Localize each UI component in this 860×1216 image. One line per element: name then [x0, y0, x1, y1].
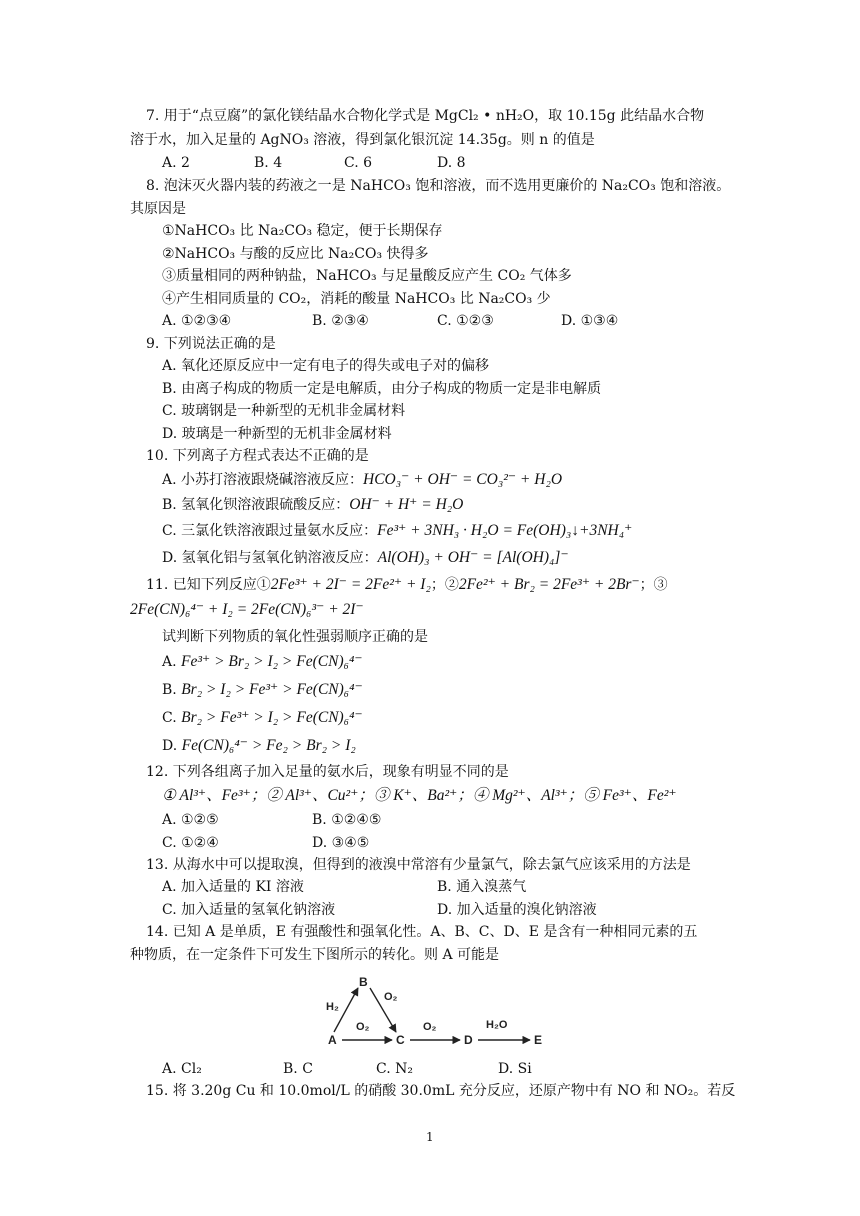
q12-stem: 12. 下列各组离子加入足量的氨水后，现象有明显不同的是 [146, 764, 509, 780]
q10-option-c-text: C. 三氯化铁溶液跟过量氨水反应： [162, 523, 378, 539]
q11-option-b-equation: Br₂ > I₂ > Fe³⁺ > Fe(CN)₆⁴⁻ [181, 681, 363, 698]
q13-option-a: A. 加入适量的 KI 溶液 [162, 879, 304, 895]
q13-option-b: B. 通入溴蒸气 [437, 879, 527, 895]
q11-option-a [162, 652, 363, 672]
q10-option-b-equation: OH⁻ + H⁺ = H₂O [349, 496, 464, 513]
q10-option-b [162, 495, 463, 515]
q10-option-d-equation: Al(OH)₃ + OH⁻ = [Al(OH)₄]⁻ [377, 549, 569, 566]
q7-option-d: D. 8 [437, 155, 466, 171]
q11-option-d-equation: Fe(CN)₆⁴⁻ > Fe₂ > Br₂ > I₂ [181, 737, 356, 754]
q8-line1: 8. 泡沫灭火器内装的药液之一是 NaHCO₃ 饱和溶液，而不选用更廉价的 Na₂CO₃ 饱和溶液。 [146, 178, 731, 194]
label-o2-ac: O₂ [356, 1021, 370, 1033]
q10-option-a-equation: HCO₃⁻ + OH⁻ = CO₃²⁻ + H₂O [363, 471, 563, 488]
q11-line2 [130, 600, 364, 620]
q11-option-c-equation: Br₂ > Fe³⁺ > I₂ > Fe(CN)₆⁴⁻ [181, 709, 363, 726]
q11-line1 [146, 575, 668, 595]
q8-option-d: D. ①③④ [561, 313, 619, 329]
q7-option-c: C. 6 [344, 155, 373, 171]
q11-reaction-1: 2Fe³⁺ + 2I⁻ = 2Fe²⁺ + I₂ [270, 576, 431, 593]
q7-line2: 溶于水，加入足量的 AgNO₃ 溶液，得到氯化银沉淀 14.35g。则 n 的值是 [130, 132, 595, 148]
q8-item-2: ②NaHCO₃ 与酸的反应比 Na₂CO₃ 快得多 [162, 246, 429, 262]
q8-item-3: ③质量相同的两种钠盐，NaHCO₃ 与足量酸反应产生 CO₂ 气体多 [162, 268, 572, 284]
q7-line1: 7. 用于“点豆腐”的氯化镁结晶水合物化学式是 MgCl₂ • nH₂O，取 10.15g 此结晶水合物 [146, 108, 705, 124]
q11-option-d [162, 736, 356, 756]
node-b: B [359, 975, 368, 989]
q8-item-4: ④产生相同质量的 CO₂，消耗的酸量 NaHCO₃ 比 Na₂CO₃ 少 [162, 291, 551, 307]
q11-option-a-label: A. [162, 654, 177, 670]
q11-reaction-3: 2Fe(CN)₆⁴⁻ + I₂ = 2Fe(CN)₆³⁻ + 2I⁻ [130, 601, 364, 618]
q13-option-c: C. 加入适量的氢氧化钠溶液 [162, 902, 336, 918]
q14-line2: 种物质，在一定条件下可发生下图所示的转化。则 A 可能是 [130, 947, 500, 963]
q11-option-c [162, 708, 363, 728]
q11-sep-3: ；③ [639, 577, 668, 593]
q15-line1: 15. 将 3.20g Cu 和 10.0mol/L 的硝酸 30.0mL 充分反应，还原产物中有 NO 和 NO₂。若反 [146, 1083, 736, 1099]
q13-option-d: D. 加入适量的溴化钠溶液 [437, 902, 597, 918]
node-e: E [534, 1033, 543, 1047]
q9-option-d: D. 玻璃是一种新型的无机非金属材料 [162, 426, 392, 442]
q9-option-a: A. 氧化还原反应中一定有电子的得失或电子对的偏移 [162, 358, 490, 374]
q11-option-d-label: D. [162, 738, 178, 754]
page-number: 1 [426, 1130, 434, 1144]
q8-option-c: C. ①②③ [437, 313, 494, 329]
q9-stem: 9. 下列说法正确的是 [146, 336, 276, 352]
q14-option-c: C. N₂ [376, 1061, 413, 1077]
q7-option-b: B. 4 [254, 155, 283, 171]
label-o2-cd: O₂ [423, 1021, 437, 1033]
q10-option-c [162, 521, 632, 541]
label-h2: H₂ [326, 1001, 339, 1013]
label-o2-bc: O₂ [384, 991, 398, 1003]
conversion-diagram [318, 972, 558, 1050]
q11-intro: 11. 已知下列反应① [146, 577, 271, 593]
q12-option-a: A. ①②⑤ [162, 812, 219, 828]
q11-option-b-label: B. [162, 682, 177, 698]
q10-option-a [162, 470, 562, 490]
q10-option-c-equation: Fe³⁺ + 3NH₃ · H₂O = Fe(OH)₃↓+3NH₄⁺ [377, 522, 633, 539]
q14-option-d: D. Si [498, 1061, 532, 1077]
q10-option-a-text: A. 小苏打溶液跟烧碱溶液反应： [162, 472, 364, 488]
q9-option-b: B. 由离子构成的物质一定是电解质，由分子构成的物质一定是非电解质 [162, 381, 602, 397]
q11-stem: 试判断下列物质的氧化性强弱顺序正确的是 [162, 629, 428, 645]
label-h2o: H₂O [486, 1019, 508, 1031]
q11-reaction-2: 2Fe²⁺ + Br₂ = 2Fe³⁺ + 2Br⁻ [458, 576, 640, 593]
q13-stem: 13. 从海水中可以提取溴，但得到的液溴中常溶有少量氯气，除去氯气应该采用的方法是 [146, 857, 691, 873]
q14-option-b: B. C [283, 1061, 313, 1077]
q10-option-d-text: D. 氢氧化铝与氢氧化钠溶液反应： [162, 550, 378, 566]
q11-option-c-label: C. [162, 710, 177, 726]
q8-item-1: ①NaHCO₃ 比 Na₂CO₃ 稳定，便于长期保存 [162, 223, 443, 239]
node-c: C [396, 1033, 405, 1047]
node-a: A [328, 1033, 337, 1047]
q12-option-d: D. ③④⑤ [312, 835, 370, 851]
q10-stem: 10. 下列离子方程式表达不正确的是 [146, 448, 369, 464]
node-d: D [464, 1033, 473, 1047]
q10-option-b-text: B. 氢氧化钡溶液跟硫酸反应： [162, 497, 350, 513]
q9-option-c: C. 玻璃钢是一种新型的无机非金属材料 [162, 403, 406, 419]
q10-option-d [162, 548, 569, 568]
q8-option-b: B. ②③④ [312, 313, 369, 329]
q12-option-c: C. ①②④ [162, 835, 219, 851]
q11-option-b [162, 680, 363, 700]
q11-sep-2: ；② [430, 577, 459, 593]
q8-line2: 其原因是 [130, 201, 186, 217]
q12-option-b: B. ①②④⑤ [312, 812, 382, 828]
q7-option-a: A. 2 [162, 155, 190, 171]
q14-line1: 14. 已知 A 是单质，E 有强酸性和强氧化性。A、B、C、D、E 是含有一种相同元素的五 [146, 924, 698, 940]
q14-option-a: A. Cl₂ [162, 1061, 202, 1077]
q8-option-a: A. ①②③④ [162, 313, 232, 329]
q11-option-a-equation: Fe³⁺ > Br₂ > I₂ > Fe(CN)₆⁴⁻ [181, 653, 363, 670]
q12-ion-groups: ① Al³⁺、Fe³⁺；② Al³⁺、Cu²⁺；③ K⁺、Ba²⁺；④ Mg²⁺、Al³⁺；⑤ Fe³⁺、Fe²⁺ [162, 787, 677, 804]
